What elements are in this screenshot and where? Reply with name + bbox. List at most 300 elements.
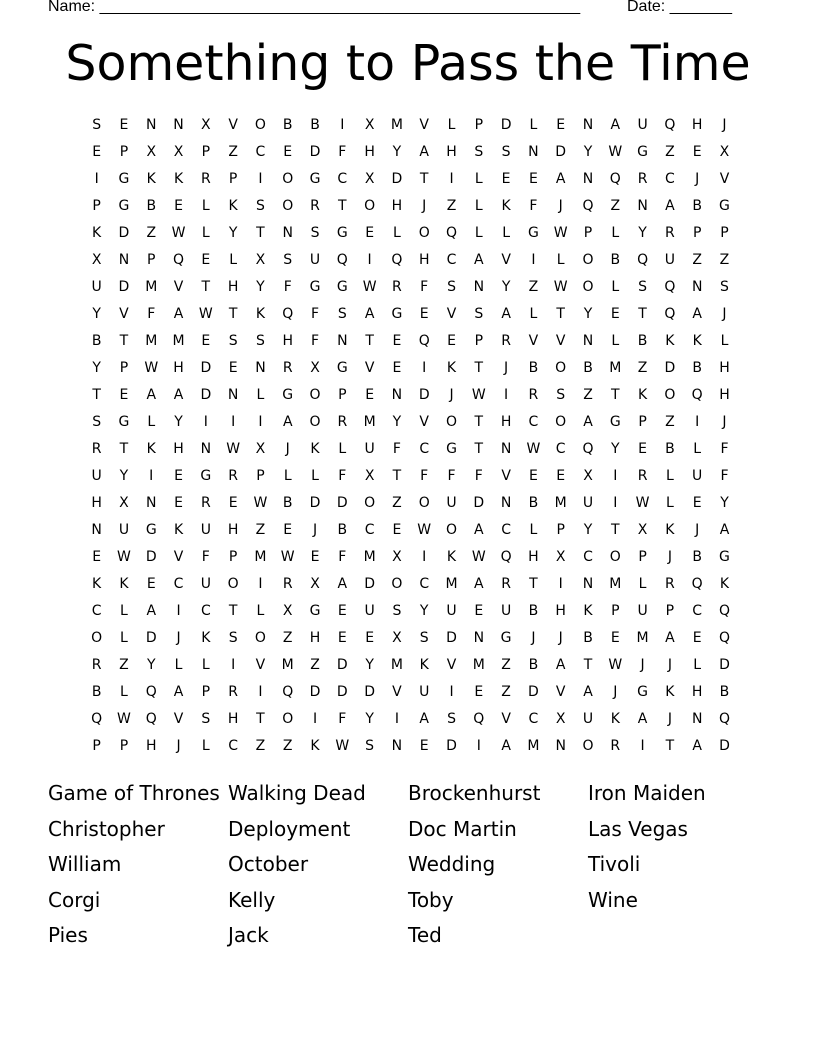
grid-letter: I — [231, 414, 236, 430]
grid-letter: H — [555, 603, 566, 619]
grid-letter: J — [695, 522, 700, 538]
grid-letter: K — [92, 576, 102, 592]
grid-letter: T — [529, 576, 538, 592]
grid-letter: Z — [665, 144, 675, 160]
grid-letter: F — [147, 306, 156, 322]
grid-letter: X — [310, 576, 320, 592]
grid-letter: X — [91, 252, 102, 268]
grid-letter: N — [255, 360, 266, 376]
grid-letter: D — [364, 684, 375, 700]
grid-letter: D — [309, 144, 321, 160]
grid-letter: G — [336, 225, 348, 241]
grid-letter: E — [310, 549, 320, 565]
grid-letter: A — [146, 387, 157, 403]
grid-letter: Z — [255, 738, 266, 754]
word-list-item: Wedding — [408, 852, 496, 877]
grid-letter: A — [282, 414, 293, 430]
grid-letter: K — [692, 333, 702, 349]
grid-letter: Z — [146, 225, 157, 241]
grid-letter: V — [501, 468, 511, 484]
grid-letter: G — [118, 171, 130, 187]
grid-letter: M — [390, 657, 403, 673]
grid-letter: U — [582, 495, 594, 511]
word-list-item: Brockenhurst — [408, 781, 541, 805]
grid-letter: V — [173, 549, 184, 565]
grid-letter: M — [609, 576, 622, 592]
grid-letter: Y — [146, 657, 156, 673]
grid-letter: C — [692, 603, 703, 619]
grid-letter: A — [474, 252, 484, 268]
grid-letter: Y — [92, 360, 101, 376]
grid-letter: Q — [664, 279, 676, 295]
grid-letter: T — [392, 468, 402, 484]
grid-letter: W — [226, 441, 241, 457]
grid-letter: I — [231, 657, 236, 673]
grid-letter: O — [282, 171, 294, 187]
grid-letter: J — [504, 360, 509, 376]
grid-letter: A — [173, 387, 184, 403]
grid-letter: J — [640, 657, 645, 673]
grid-letter: L — [201, 657, 210, 673]
grid-letter: M — [527, 738, 540, 754]
grid-letter: O — [664, 387, 676, 403]
grid-letter: J — [613, 684, 618, 700]
grid-letter: J — [558, 198, 563, 214]
grid-letter: K — [119, 576, 129, 592]
grid-letter: R — [200, 171, 211, 187]
grid-letter: Q — [173, 252, 185, 268]
grid-letter: N — [555, 738, 566, 754]
grid-letter: G — [118, 198, 130, 214]
grid-letter: X — [364, 468, 375, 484]
grid-letter: Q — [282, 306, 294, 322]
grid-letter: T — [474, 360, 484, 376]
grid-letter: E — [119, 387, 129, 403]
grid-letter: Q — [664, 117, 676, 133]
grid-letter: O — [582, 279, 594, 295]
grid-letter: E — [365, 387, 375, 403]
grid-letter: Q — [473, 711, 485, 727]
grid-letter: P — [119, 738, 129, 754]
grid-letter: O — [227, 576, 239, 592]
grid-letter: Q — [609, 171, 621, 187]
grid-letter: H — [145, 738, 157, 754]
grid-letter: P — [147, 252, 156, 268]
grid-letter: A — [173, 684, 184, 700]
grid-letter: D — [528, 684, 539, 700]
grid-letter: V — [255, 657, 266, 673]
word-list-item: Walking Dead — [228, 781, 366, 805]
grid-letter: G — [637, 684, 649, 700]
grid-letter: E — [365, 630, 375, 646]
grid-letter: L — [720, 333, 729, 349]
grid-letter: I — [558, 576, 563, 592]
grid-letter: D — [391, 171, 403, 187]
grid-letter: C — [501, 522, 511, 538]
grid-letter: H — [173, 441, 184, 457]
grid-letter: O — [582, 738, 594, 754]
grid-letter: U — [500, 603, 512, 619]
grid-letter: W — [608, 144, 623, 160]
grid-letter: P — [228, 171, 238, 187]
grid-letter: G — [309, 279, 321, 295]
grid-letter: N — [691, 711, 703, 727]
grid-letter: B — [583, 630, 593, 646]
word-list-item: Pies — [48, 923, 88, 948]
grid-letter: V — [528, 333, 539, 349]
grid-letter: N — [91, 522, 102, 538]
grid-letter: A — [555, 657, 566, 673]
grid-letter: B — [282, 495, 293, 511]
grid-letter: L — [174, 657, 183, 673]
grid-letter: X — [282, 603, 293, 619]
grid-letter: E — [228, 360, 238, 376]
name-field-line: Name: ______________________________________________________ — [48, 0, 581, 15]
grid-letter: X — [555, 711, 566, 727]
grid-letter: T — [611, 522, 620, 538]
grid-letter: D — [200, 387, 212, 403]
grid-letter: F — [720, 468, 729, 484]
grid-letter: O — [418, 225, 430, 241]
grid-letter: V — [173, 279, 184, 295]
grid-letter: A — [501, 306, 511, 322]
grid-letter: D — [200, 360, 212, 376]
grid-letter: J — [312, 522, 318, 538]
grid-letter: U — [582, 711, 594, 727]
grid-letter: Z — [119, 657, 129, 673]
grid-letter: B — [692, 549, 702, 565]
grid-letter: L — [120, 630, 128, 646]
grid-letter: I — [531, 252, 536, 268]
grid-letter: H — [309, 630, 321, 646]
grid-letter: Q — [582, 198, 594, 214]
grid-letter: X — [637, 522, 648, 538]
grid-letter: N — [691, 279, 703, 295]
grid-letter: V — [392, 684, 402, 700]
grid-letter: L — [120, 603, 128, 619]
grid-letter: M — [281, 657, 294, 673]
grid-letter: O — [364, 495, 376, 511]
grid-letter: Y — [611, 441, 620, 457]
grid-letter: D — [664, 360, 676, 376]
grid-letter: J — [695, 171, 700, 187]
grid-letter: S — [419, 630, 429, 646]
grid-letter: Y — [256, 279, 265, 295]
grid-letter: S — [255, 198, 265, 214]
grid-letter: E — [337, 603, 347, 619]
grid-letter: A — [419, 711, 429, 727]
grid-letter: O — [555, 360, 567, 376]
grid-letter: B — [91, 684, 102, 700]
word-list-item: Christopher — [48, 816, 165, 841]
grid-letter: G — [309, 603, 321, 619]
grid-letter: A — [637, 711, 648, 727]
grid-letter: F — [338, 144, 347, 160]
grid-letter: E — [337, 630, 347, 646]
grid-letter: O — [609, 549, 621, 565]
date-field-line: Date: _______ — [627, 0, 732, 15]
grid-letter: E — [92, 144, 102, 160]
grid-letter: M — [145, 333, 158, 349]
grid-letter: K — [146, 171, 156, 187]
grid-letter: I — [176, 603, 181, 619]
grid-letter: B — [528, 603, 539, 619]
grid-letter: G — [609, 414, 621, 430]
grid-letter: B — [692, 198, 702, 214]
grid-letter: G — [336, 279, 348, 295]
grid-letter: Q — [391, 252, 403, 268]
grid-letter: B — [528, 657, 539, 673]
grid-letter: T — [228, 306, 238, 322]
grid-letter: S — [255, 333, 265, 349]
word-list-item: October — [228, 852, 309, 877]
grid-letter: Q — [145, 684, 157, 700]
grid-letter: D — [719, 738, 730, 754]
grid-letter: U — [364, 441, 375, 457]
grid-letter: R — [91, 657, 102, 673]
grid-letter: Z — [446, 198, 457, 214]
grid-letter: M — [363, 414, 376, 430]
grid-letter: K — [146, 441, 156, 457]
grid-letter: S — [474, 306, 484, 322]
grid-letter: S — [365, 738, 375, 754]
grid-letter: E — [638, 441, 648, 457]
grid-letter: E — [283, 144, 293, 160]
grid-letter: R — [637, 171, 648, 187]
grid-letter: N — [118, 252, 130, 268]
grid-letter: U — [364, 603, 375, 619]
grid-letter: D — [336, 684, 348, 700]
grid-letter: Z — [501, 657, 511, 673]
grid-letter: N — [582, 117, 594, 133]
grid-letter: N — [173, 117, 184, 133]
grid-letter: I — [695, 414, 700, 430]
grid-letter: K — [446, 360, 457, 376]
grid-letter: F — [338, 711, 347, 727]
grid-letter: G — [500, 630, 512, 646]
grid-letter: A — [364, 306, 375, 322]
grid-letter: X — [255, 441, 266, 457]
grid-letter: O — [282, 711, 294, 727]
grid-letter: N — [582, 171, 594, 187]
grid-letter: Z — [583, 387, 593, 403]
grid-letter: S — [228, 333, 238, 349]
grid-letter: R — [91, 441, 102, 457]
grid-letter: I — [449, 684, 454, 700]
grid-letter: U — [309, 252, 321, 268]
page-title: Something to Pass the Time — [65, 35, 751, 92]
grid-letter: A — [665, 198, 675, 214]
grid-letter: L — [529, 117, 538, 133]
grid-letter: P — [720, 225, 729, 241]
grid-letter: T — [92, 387, 101, 403]
grid-letter: K — [173, 522, 184, 538]
grid-letter: J — [667, 549, 672, 565]
grid-letter: E — [447, 333, 456, 349]
grid-letter: C — [528, 711, 539, 727]
grid-letter: J — [667, 657, 672, 673]
grid-letter: N — [282, 225, 293, 241]
word-list-item: Deployment — [228, 816, 351, 841]
grid-letter: A — [665, 630, 675, 646]
grid-letter: I — [422, 360, 427, 376]
grid-letter: P — [228, 549, 238, 565]
grid-letter: B — [528, 360, 539, 376]
grid-letter: V — [501, 252, 511, 268]
grid-letter: W — [471, 387, 486, 403]
grid-letter: Q — [445, 225, 458, 241]
word-list-item: Las Vegas — [588, 816, 688, 841]
grid-letter: Z — [310, 657, 320, 673]
grid-letter: E — [174, 468, 183, 484]
grid-letter: I — [367, 252, 372, 268]
grid-letter: R — [228, 684, 238, 700]
grid-letter: P — [119, 144, 129, 160]
grid-letter: L — [638, 576, 647, 592]
grid-letter: L — [201, 198, 210, 214]
grid-letter: E — [392, 360, 402, 376]
grid-letter: E — [556, 117, 566, 133]
grid-letter: O — [254, 630, 266, 646]
grid-letter: M — [609, 360, 622, 376]
grid-letter: E — [419, 738, 429, 754]
grid-letter: F — [720, 441, 729, 457]
grid-letter: W — [417, 522, 432, 538]
grid-letter: F — [420, 279, 429, 295]
grid-letter: R — [637, 468, 648, 484]
grid-letter: T — [119, 333, 129, 349]
grid-letter: H — [227, 711, 239, 727]
grid-letter: D — [446, 738, 457, 754]
grid-letter: R — [528, 387, 539, 403]
grid-letter: O — [582, 252, 594, 268]
grid-letter: D — [336, 495, 348, 511]
grid-letter: E — [92, 549, 102, 565]
grid-letter: Q — [691, 387, 703, 403]
word-list-item: Doc Martin — [408, 816, 517, 841]
grid-letter: H — [391, 198, 403, 214]
grid-letter: K — [719, 576, 730, 592]
grid-letter: Z — [255, 522, 266, 538]
grid-letter: Q — [336, 252, 348, 268]
grid-letter: E — [119, 117, 129, 133]
grid-letter: Y — [119, 468, 129, 484]
grid-letter: Y — [638, 225, 647, 241]
grid-letter: B — [146, 198, 157, 214]
grid-letter: U — [664, 252, 675, 268]
grid-letter: L — [693, 441, 702, 457]
grid-letter: E — [392, 522, 402, 538]
grid-letter: G — [118, 414, 130, 430]
grid-letter: Y — [392, 414, 402, 430]
grid-letter: V — [419, 117, 429, 133]
grid-letter: I — [94, 171, 99, 187]
grid-letter: L — [229, 252, 238, 268]
grid-letter: U — [446, 495, 457, 511]
grid-letter: N — [473, 279, 485, 295]
grid-letter: W — [362, 279, 377, 295]
grid-letter: F — [283, 279, 292, 295]
grid-letter: D — [118, 225, 130, 241]
grid-letter: I — [394, 711, 399, 727]
grid-letter: L — [147, 414, 156, 430]
grid-letter: S — [283, 252, 293, 268]
grid-letter: M — [363, 549, 376, 565]
grid-letter: T — [556, 306, 565, 322]
grid-letter: P — [201, 684, 211, 700]
grid-letter: O — [282, 198, 294, 214]
grid-letter: G — [637, 144, 649, 160]
grid-letter: A — [146, 603, 157, 619]
grid-letter: T — [474, 441, 484, 457]
grid-letter: F — [310, 333, 320, 349]
grid-letter: D — [500, 117, 512, 133]
grid-letter: S — [92, 414, 102, 430]
word-list-item: Toby — [408, 887, 454, 912]
grid-letter: I — [258, 576, 263, 592]
grid-letter: E — [692, 630, 702, 646]
grid-letter: D — [145, 630, 157, 646]
grid-letter: V — [419, 414, 429, 430]
grid-letter: L — [474, 225, 483, 241]
grid-letter: N — [582, 333, 594, 349]
grid-letter: W — [526, 441, 541, 457]
grid-letter: J — [667, 711, 672, 727]
grid-letter: D — [446, 630, 457, 646]
grid-letter: Q — [418, 333, 430, 349]
grid-letter: C — [583, 549, 593, 565]
grid-letter: K — [173, 171, 184, 187]
grid-letter: C — [255, 144, 266, 160]
grid-letter: K — [310, 738, 320, 754]
grid-letter: I — [640, 738, 645, 754]
grid-letter: D — [473, 495, 485, 511]
word-list-item: Iron Maiden — [588, 781, 706, 805]
grid-letter: W — [335, 738, 350, 754]
grid-letter: E — [556, 468, 566, 484]
grid-letter: C — [200, 603, 211, 619]
grid-letter: W — [553, 225, 568, 241]
grid-letter: E — [146, 576, 156, 592]
grid-letter: H — [691, 684, 703, 700]
grid-letter: H — [418, 252, 430, 268]
grid-letter: C — [664, 171, 675, 187]
grid-letter: J — [422, 198, 427, 214]
grid-letter: L — [611, 333, 620, 349]
grid-letter: N — [227, 387, 239, 403]
grid-letter: R — [282, 576, 293, 592]
grid-letter: X — [146, 144, 157, 160]
grid-letter: Y — [174, 414, 183, 430]
grid-letter: U — [200, 576, 211, 592]
grid-letter: Z — [228, 144, 238, 160]
grid-letter: Q — [664, 306, 676, 322]
grid-letter: J — [722, 117, 727, 133]
grid-letter: R — [310, 198, 320, 214]
grid-letter: F — [529, 198, 538, 214]
grid-letter: L — [201, 738, 210, 754]
grid-letter: I — [613, 468, 618, 484]
grid-letter: L — [556, 252, 565, 268]
grid-letter: V — [228, 117, 238, 133]
grid-letter: X — [555, 549, 566, 565]
grid-letter: Q — [500, 549, 512, 565]
word-list — [48, 778, 768, 956]
grid-letter: S — [228, 630, 238, 646]
grid-letter: S — [337, 306, 347, 322]
grid-letter: U — [91, 279, 102, 295]
grid-letter: L — [474, 171, 483, 187]
